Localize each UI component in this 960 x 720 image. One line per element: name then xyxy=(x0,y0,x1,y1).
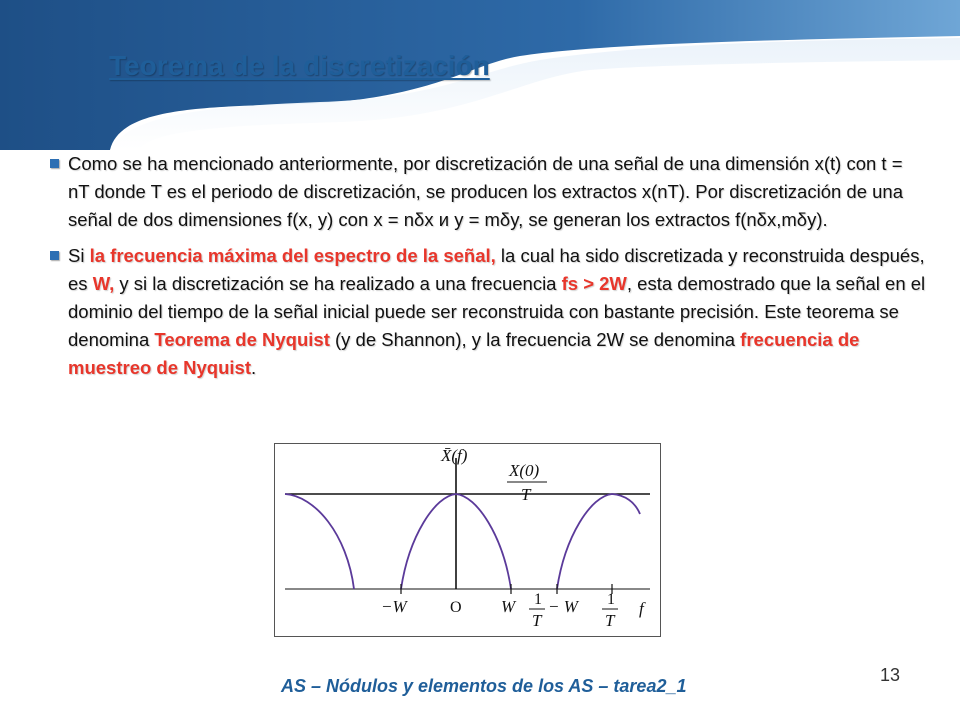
bullet-square-icon xyxy=(50,251,59,260)
highlight-max-frequency: la frecuencia máxima del espectro de la señal, xyxy=(89,245,496,266)
page-title: Teorema de la discretización xyxy=(109,50,490,81)
tick-label-frac1-suffix: − W xyxy=(548,597,578,616)
bullet-text-part: Si xyxy=(68,245,90,266)
spectrum-figure xyxy=(274,443,661,637)
highlight-fs: fs > 2W xyxy=(561,273,627,294)
x-axis-label: f xyxy=(639,599,644,618)
tick-label-frac2-num: 1 xyxy=(607,591,615,608)
bullet-text-part: , esta demostrado que la señal en el dominio del tiempo de la señal inicial puede ser reconstruida con bastante precisión. Este teorema se denomina xyxy=(68,273,926,350)
spectrum-curve xyxy=(557,494,640,589)
tick-label-frac1-den: T xyxy=(532,611,542,630)
highlight-w: W, xyxy=(92,273,115,294)
y-axis-label: X̄(f) xyxy=(441,446,468,465)
page-number: 13 xyxy=(880,665,901,685)
bullet-item xyxy=(68,150,928,234)
bullet-text-part: la cual ha sido discretizada y reconstruida después, es xyxy=(68,245,925,294)
tick-label-zero: O xyxy=(450,599,462,616)
spectrum-curve xyxy=(285,494,354,589)
bullet-text: Como se ha mencionado anteriormente, por discretización de una señal de una dimensión x(t) con t = nT donde T es el periodo de discretización, se producen los extractos x(nT). Por discretización de una señal de dos dimensiones f(x, y) con x = nδx и y = mδy, se generan los extractos f(nδx,mδy). xyxy=(68,153,904,230)
tick-label-w: W xyxy=(501,597,516,616)
highlight-nyquist-theorem: Teorema de Nyquist xyxy=(154,329,330,350)
level-denominator: T xyxy=(521,485,531,504)
bullet-text-part: (y de Shannon), y la frecuencia 2W se denomina xyxy=(329,329,741,350)
level-numerator: X(0) xyxy=(509,461,540,480)
tick-label-frac2-den: T xyxy=(605,611,615,630)
bullet-list xyxy=(42,150,926,390)
footer-text: AS – Nódulos y elementos de los AS – tarea2_1 xyxy=(281,676,687,696)
highlight-nyquist-rate: frecuencia de muestreo de Nyquist xyxy=(68,329,860,378)
tick-label-frac1-num: 1 xyxy=(534,591,542,608)
spectrum-plot xyxy=(275,444,660,636)
bullet-text-part: y si la discretización se ha realizado a una frecuencia xyxy=(114,273,562,294)
tick-label-minus-w: −W xyxy=(381,597,407,616)
bullet-item xyxy=(68,242,928,382)
bullet-text-part: . xyxy=(251,357,257,378)
bullet-square-icon xyxy=(50,159,59,168)
